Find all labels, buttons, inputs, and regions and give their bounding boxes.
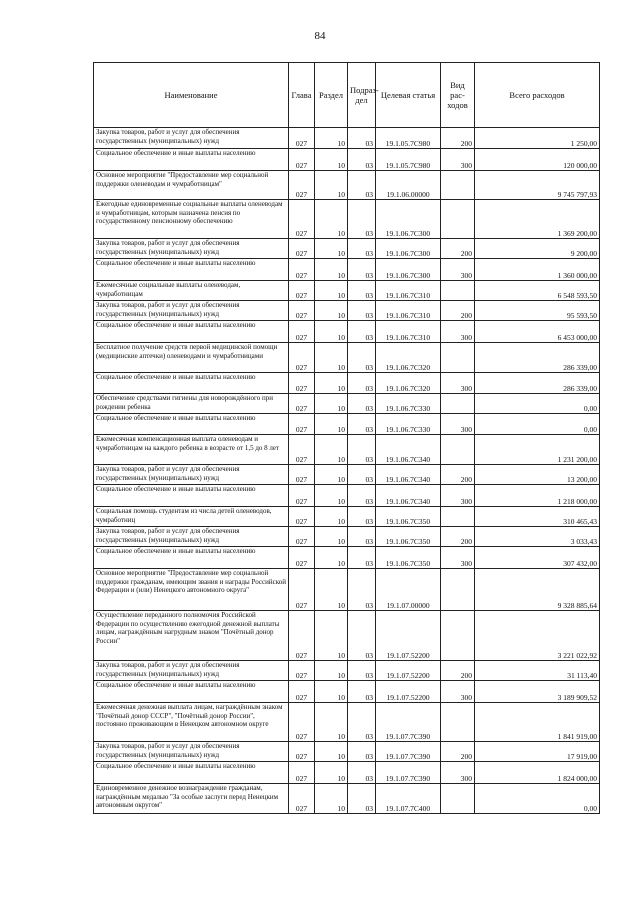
cell-total: 3 189 909,52 [475,681,600,703]
table-row [94,128,600,149]
table-row [94,321,600,343]
cell-name: Обеспечение средствами гигиены для новорождённого при рождении ребенка [94,394,289,414]
cell-razdel: 10 [315,527,348,547]
table-row [94,394,600,414]
cell-glava: 027 [289,435,315,465]
cell-total: 95 593,50 [475,301,600,321]
cell-razdel: 10 [315,435,348,465]
cell-statya: 19.1.05.7С980 [376,149,441,171]
cell-glava: 027 [289,171,315,200]
cell-razdel: 10 [315,281,348,301]
cell-vid: 200 [441,128,475,149]
cell-statya: 19.1.06.7С330 [376,394,441,414]
table-row [94,661,600,681]
cell-name: Социальное обеспечение и иные выплаты населению [94,149,289,171]
cell-podrazdel: 03 [348,435,376,465]
cell-name: Социальное обеспечение и иные выплаты населению [94,321,289,343]
cell-razdel: 10 [315,507,348,527]
cell-statya: 19.1.06.7С330 [376,414,441,435]
cell-statya: 19.1.06.7С350 [376,527,441,547]
cell-total: 0,00 [475,394,600,414]
cell-razdel: 10 [315,703,348,742]
cell-glava: 027 [289,527,315,547]
cell-total: 9 745 797,93 [475,171,600,200]
cell-podrazdel: 03 [348,784,376,814]
table-row [94,703,600,742]
cell-name: Закупка товаров, работ и услуг для обеспечения государственных (муниципальных) нужд [94,527,289,547]
cell-razdel: 10 [315,547,348,569]
cell-name: Закупка товаров, работ и услуг для обеспечения государственных (муниципальных) нужд [94,239,289,259]
cell-podrazdel: 03 [348,394,376,414]
table-row [94,784,600,814]
cell-name: Закупка товаров, работ и услуг для обеспечения государственных (муниципальных) нужд [94,128,289,149]
cell-razdel: 10 [315,465,348,485]
cell-statya: 19.1.07.7С390 [376,742,441,762]
cell-glava: 027 [289,128,315,149]
cell-vid: 200 [441,301,475,321]
table-row [94,681,600,703]
cell-statya: 19.1.06.7С310 [376,301,441,321]
cell-name: Основное мероприятие "Предоставление мер социальной поддержки оленеводам и чумработницам" [94,171,289,200]
cell-total: 120 000,00 [475,149,600,171]
cell-vid [441,784,475,814]
cell-razdel: 10 [315,394,348,414]
cell-glava: 027 [289,149,315,171]
cell-statya: 19.1.07.52200 [376,681,441,703]
cell-podrazdel: 03 [348,742,376,762]
cell-podrazdel: 03 [348,414,376,435]
cell-glava: 027 [289,239,315,259]
cell-podrazdel: 03 [348,171,376,200]
cell-statya: 19.1.06.7С310 [376,281,441,301]
cell-podrazdel: 03 [348,128,376,149]
cell-statya: 19.1.07.7С390 [376,703,441,742]
cell-razdel: 10 [315,611,348,661]
cell-glava: 027 [289,547,315,569]
cell-name: Социальное обеспечение и иные выплаты населению [94,414,289,435]
cell-glava: 027 [289,762,315,784]
cell-glava: 027 [289,343,315,373]
header-podrazdel: Подраз-дел [348,63,376,128]
cell-razdel: 10 [315,414,348,435]
cell-total: 1 250,00 [475,128,600,149]
cell-total: 17 919,00 [475,742,600,762]
cell-vid [441,200,475,239]
cell-razdel: 10 [315,200,348,239]
cell-podrazdel: 03 [348,681,376,703]
cell-statya: 19.1.06.00000 [376,171,441,200]
cell-razdel: 10 [315,569,348,611]
cell-glava: 027 [289,681,315,703]
header-glava: Глава [289,63,315,128]
cell-razdel: 10 [315,485,348,507]
table-header-row [94,63,600,128]
budget-table [93,62,600,814]
cell-total: 6 453 000,00 [475,321,600,343]
table-row [94,465,600,485]
table-row [94,200,600,239]
cell-vid [441,394,475,414]
cell-statya: 19.1.06.7С350 [376,507,441,527]
cell-podrazdel: 03 [348,259,376,281]
cell-vid: 300 [441,547,475,569]
cell-statya: 19.1.07.52200 [376,611,441,661]
cell-total: 307 432,00 [475,547,600,569]
cell-glava: 027 [289,301,315,321]
cell-podrazdel: 03 [348,281,376,301]
table-row [94,611,600,661]
table-row [94,171,600,200]
cell-total: 9 328 885,64 [475,569,600,611]
cell-total: 0,00 [475,784,600,814]
cell-podrazdel: 03 [348,703,376,742]
cell-glava: 027 [289,703,315,742]
page-number: 84 [314,30,326,42]
cell-name: Закупка товаров, работ и услуг для обеспечения государственных (муниципальных) нужд [94,465,289,485]
table-row [94,485,600,507]
cell-vid [441,171,475,200]
cell-podrazdel: 03 [348,239,376,259]
table-row [94,435,600,465]
cell-name: Социальное обеспечение и иные выплаты населению [94,681,289,703]
cell-vid: 200 [441,661,475,681]
table-row [94,527,600,547]
cell-glava: 027 [289,507,315,527]
cell-total: 286 339,00 [475,373,600,394]
cell-podrazdel: 03 [348,527,376,547]
cell-razdel: 10 [315,128,348,149]
cell-statya: 19.1.06.7С340 [376,485,441,507]
cell-razdel: 10 [315,321,348,343]
cell-vid [441,611,475,661]
cell-statya: 19.1.06.7С320 [376,343,441,373]
cell-total: 9 200,00 [475,239,600,259]
cell-vid [441,281,475,301]
cell-statya: 19.1.06.7С310 [376,321,441,343]
cell-vid: 300 [441,149,475,171]
cell-podrazdel: 03 [348,547,376,569]
cell-name: Социальное обеспечение и иные выплаты населению [94,485,289,507]
cell-vid: 300 [441,681,475,703]
cell-podrazdel: 03 [348,762,376,784]
cell-vid: 200 [441,465,475,485]
cell-total: 1 360 000,00 [475,259,600,281]
cell-name: Ежемесячные социальные выплаты оленеводам, чумработницам [94,281,289,301]
cell-podrazdel: 03 [348,149,376,171]
header-statya: Целевая статья [376,63,441,128]
cell-razdel: 10 [315,661,348,681]
cell-podrazdel: 03 [348,343,376,373]
cell-total: 286 339,00 [475,343,600,373]
cell-total: 6 548 593,50 [475,281,600,301]
cell-total: 3 221 022,92 [475,611,600,661]
cell-vid [441,343,475,373]
cell-vid: 300 [441,373,475,394]
table-row [94,149,600,171]
cell-name: Закупка товаров, работ и услуг для обеспечения государственных (муниципальных) нужд [94,661,289,681]
table-row [94,414,600,435]
cell-name: Социальное обеспечение и иные выплаты населению [94,762,289,784]
cell-name: Социальное обеспечение и иные выплаты населению [94,373,289,394]
cell-total: 310 465,43 [475,507,600,527]
cell-statya: 19.1.07.00000 [376,569,441,611]
cell-glava: 027 [289,569,315,611]
cell-statya: 19.1.06.7С300 [376,200,441,239]
cell-vid: 300 [441,321,475,343]
cell-statya: 19.1.06.7С350 [376,547,441,569]
cell-total: 1 369 200,00 [475,200,600,239]
cell-name: Закупка товаров, работ и услуг для обеспечения государственных (муниципальных) нужд [94,742,289,762]
table-row [94,547,600,569]
cell-vid: 300 [441,259,475,281]
cell-vid: 300 [441,762,475,784]
cell-razdel: 10 [315,301,348,321]
cell-glava: 027 [289,611,315,661]
cell-vid: 200 [441,239,475,259]
cell-name: Осуществление переданного полномочия Российской Федерации по осуществлению ежегодной денежной выплаты лицам, награждённым нагрудным знаком "Почётный донор России" [94,611,289,661]
cell-statya: 19.1.06.7С300 [376,239,441,259]
header-razdel: Раздел [315,63,348,128]
cell-total: 3 033,43 [475,527,600,547]
cell-podrazdel: 03 [348,507,376,527]
table-row [94,569,600,611]
cell-razdel: 10 [315,373,348,394]
cell-name: Основное мероприятие "Предоставление мер социальной поддержки гражданам, имеющим звания и награды Российской Федерации и (или) Ненецкого автономного округа" [94,569,289,611]
cell-vid [441,435,475,465]
cell-podrazdel: 03 [348,569,376,611]
cell-statya: 19.1.06.7С320 [376,373,441,394]
cell-vid: 200 [441,742,475,762]
cell-vid [441,507,475,527]
cell-glava: 027 [289,661,315,681]
cell-statya: 19.1.07.7С400 [376,784,441,814]
cell-glava: 027 [289,259,315,281]
cell-total: 13 200,00 [475,465,600,485]
cell-razdel: 10 [315,343,348,373]
table-row [94,239,600,259]
table-row [94,762,600,784]
cell-statya: 19.1.05.7С980 [376,128,441,149]
cell-razdel: 10 [315,239,348,259]
table-row [94,281,600,301]
cell-razdel: 10 [315,742,348,762]
cell-podrazdel: 03 [348,485,376,507]
header-name: Наименование [94,63,289,128]
header-vid: Вид рас-ходов [441,63,475,128]
cell-razdel: 10 [315,149,348,171]
cell-vid: 300 [441,414,475,435]
cell-statya: 19.1.06.7С340 [376,435,441,465]
cell-glava: 027 [289,784,315,814]
cell-name: Ежемесячная денежная выплата лицам, награждённым знаком "Почётный донор СССР", "Почётный донор России", постоянно проживающим в Ненецком автономном округе [94,703,289,742]
cell-vid: 200 [441,527,475,547]
cell-vid: 300 [441,485,475,507]
cell-glava: 027 [289,742,315,762]
table-row [94,301,600,321]
cell-total: 1 824 000,00 [475,762,600,784]
cell-name: Социальная помощь студентам из числа детей оленеводов, чумработниц [94,507,289,527]
table-row [94,507,600,527]
cell-name: Социальное обеспечение и иные выплаты населению [94,259,289,281]
cell-statya: 19.1.07.52200 [376,661,441,681]
table-row [94,373,600,394]
cell-total: 0,00 [475,414,600,435]
cell-glava: 027 [289,394,315,414]
table-row [94,742,600,762]
cell-vid [441,569,475,611]
cell-glava: 027 [289,414,315,435]
cell-razdel: 10 [315,259,348,281]
cell-total: 1 841 919,00 [475,703,600,742]
cell-vid [441,703,475,742]
cell-razdel: 10 [315,784,348,814]
cell-glava: 027 [289,321,315,343]
cell-name: Социальное обеспечение и иные выплаты населению [94,547,289,569]
cell-statya: 19.1.06.7С300 [376,259,441,281]
header-total: Всего расходов [475,63,600,128]
cell-statya: 19.1.06.7С340 [376,465,441,485]
cell-glava: 027 [289,373,315,394]
cell-podrazdel: 03 [348,200,376,239]
cell-glava: 027 [289,465,315,485]
cell-name: Бесплатное получение средств первой медицинской помощи (медицинские аптечки) оленеводами и чумработницами [94,343,289,373]
cell-name: Закупка товаров, работ и услуг для обеспечения государственных (муниципальных) нужд [94,301,289,321]
cell-glava: 027 [289,281,315,301]
cell-name: Единовременное денежное вознаграждение гражданам, награждённым медалью "За особые заслуги перед Ненецким автономным округом" [94,784,289,814]
cell-total: 1 218 000,00 [475,485,600,507]
cell-name: Ежемесячная компенсационная выплата оленеводам и чумработницам на каждого ребенка в возрасте от 1,5 до 8 лет [94,435,289,465]
cell-podrazdel: 03 [348,373,376,394]
table-row [94,259,600,281]
cell-name: Ежегодные единовременные социальные выплаты оленеводам и чумработницам, которым назначена пенсия по государственному пенсионному обеспечению [94,200,289,239]
cell-glava: 027 [289,485,315,507]
cell-razdel: 10 [315,681,348,703]
cell-podrazdel: 03 [348,321,376,343]
cell-razdel: 10 [315,171,348,200]
cell-podrazdel: 03 [348,301,376,321]
cell-podrazdel: 03 [348,465,376,485]
cell-podrazdel: 03 [348,611,376,661]
cell-podrazdel: 03 [348,661,376,681]
table-row [94,343,600,373]
cell-total: 31 113,40 [475,661,600,681]
cell-total: 1 231 200,00 [475,435,600,465]
cell-statya: 19.1.07.7С390 [376,762,441,784]
cell-razdel: 10 [315,762,348,784]
cell-glava: 027 [289,200,315,239]
